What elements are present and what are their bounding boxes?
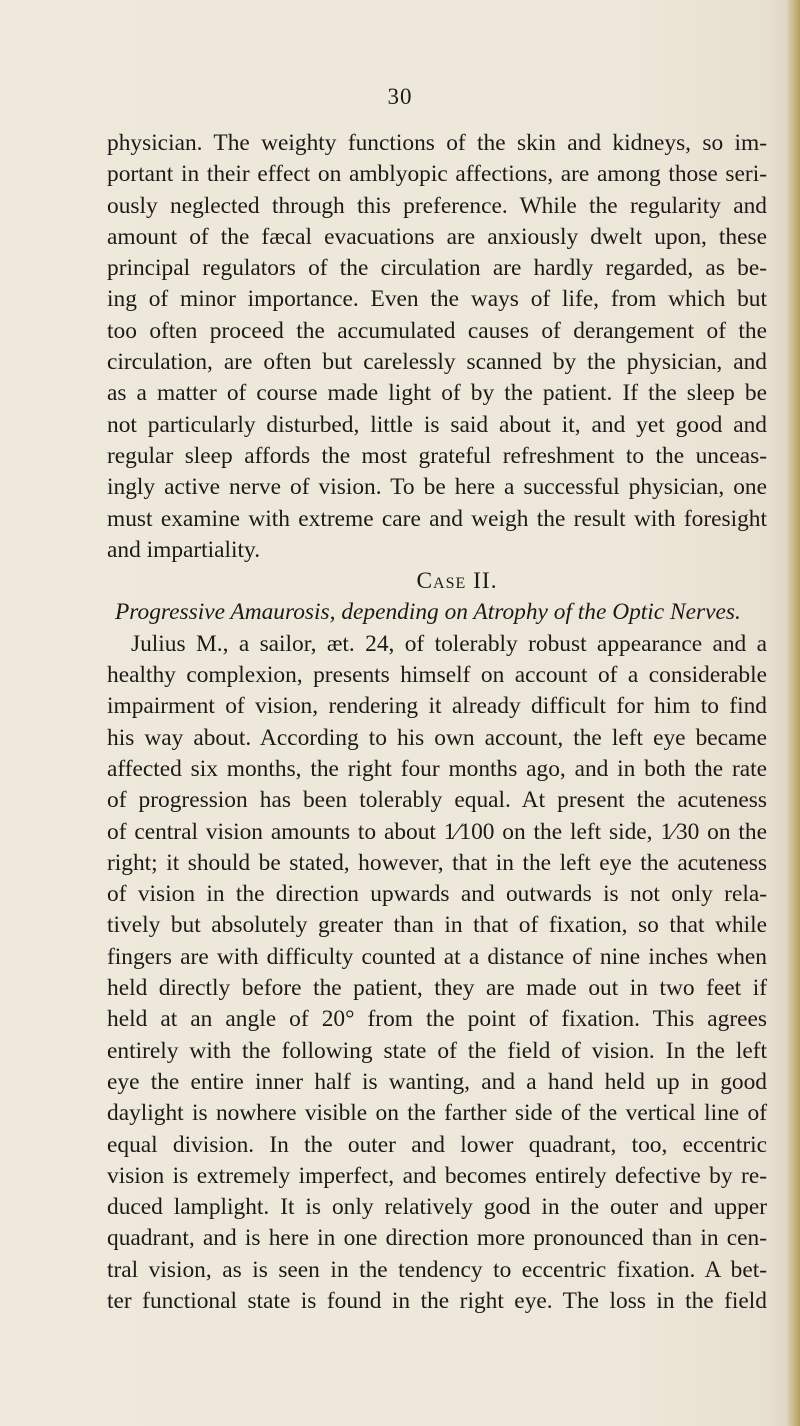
text-line: healthy complexion, presents himself on account of a considerable [107,662,767,689]
text-line: equal division. In the outer and lower quadrant, too, eccentric [107,1131,767,1158]
text-line: circulation, are often but carelessly scanned by the physician, and [107,349,767,376]
page-text [107,128,767,1317]
text-line: held directly before the patient, they are made out in two feet if [107,975,767,1002]
text-line: held at an angle of 20° from the point of fixation. This agrees [107,1006,767,1033]
text-line: tively but absolutely greater than in that of fixation, so that while [107,912,767,939]
text-line: of central vision amounts to about 1⁄100 on the left side, 1⁄30 on the [107,818,767,845]
text-line: fingers are with difficulty counted at a distance of nine inches when [107,943,767,970]
text-line: daylight is nowhere visible on the farther side of the vertical line of [107,1100,767,1127]
text-line: regular sleep affords the most grateful refreshment to the unceas- [107,442,767,469]
text-line: ing of minor importance. Even the ways of life, from which but [107,286,767,313]
text-line: duced lamplight. It is only relatively good in the outer and upper [107,1194,767,1221]
text-line: right; it should be stated, however, that in the left eye the acuteness [107,849,767,876]
page-number: 30 [387,84,413,109]
text-line: not particularly disturbed, little is said about it, and yet good and [107,411,767,438]
text-line: physician. The weighty functions of the skin and kidneys, so im- [107,130,767,156]
text-line: eye the entire inner half is wanting, and a hand held up in good [107,1068,767,1095]
text-line: vision is extremely imperfect, and becomes entirely defective by re- [107,1162,767,1189]
text-line: ter functional state is found in the right eye. The loss in the field [107,1287,767,1314]
text-line: impairment of vision, rendering it already difficult for him to find [107,693,767,720]
text-line: affected six months, the right four months ago, and in both the rate [107,755,767,782]
text-line: ously neglected through this preference. While the regularity and [107,192,767,219]
text-line: entirely with the following state of the field of vision. In the left [107,1037,767,1064]
text-line: too often proceed the accumulated causes of derangement of the [107,317,767,344]
page-edge [786,0,800,1426]
text-line: of vision in the direction upwards and outwards is not only rela- [107,881,767,908]
text-line: his way about. According to his own account, the left eye became [107,724,767,751]
case-heading: Case II. [416,568,498,595]
case-subtitle: Progressive Amaurosis, depending on Atrophy of the Optic Nerves. [115,599,741,626]
paragraph-end-line: and impartiality. [107,536,261,563]
text-line: of progression has been tolerably equal. At present the acuteness [107,787,767,814]
text-line: ingly active nerve of vision. To be here a successful physician, one [107,474,767,501]
text-line: amount of the fæcal evacuations are anxiously dwelt upon, these [107,223,767,250]
text-line: principal regulators of the circulation are hardly regarded, as be- [107,255,767,282]
text-line: portant in their effect on amblyopic affections, are among those seri- [107,161,767,188]
text-line: tral vision, as is seen in the tendency to eccentric fixation. A bet- [107,1256,767,1283]
text-line: quadrant, and is here in one direction more pronounced than in cen- [107,1225,767,1252]
text-line: as a matter of course made light of by the patient. If the sleep be [107,380,767,407]
paragraph-start-line: Julius M., a sailor, æt. 24, of tolerably robust appearance and a [131,630,767,657]
text-line: must examine with extreme care and weigh the result with foresight [107,505,767,532]
